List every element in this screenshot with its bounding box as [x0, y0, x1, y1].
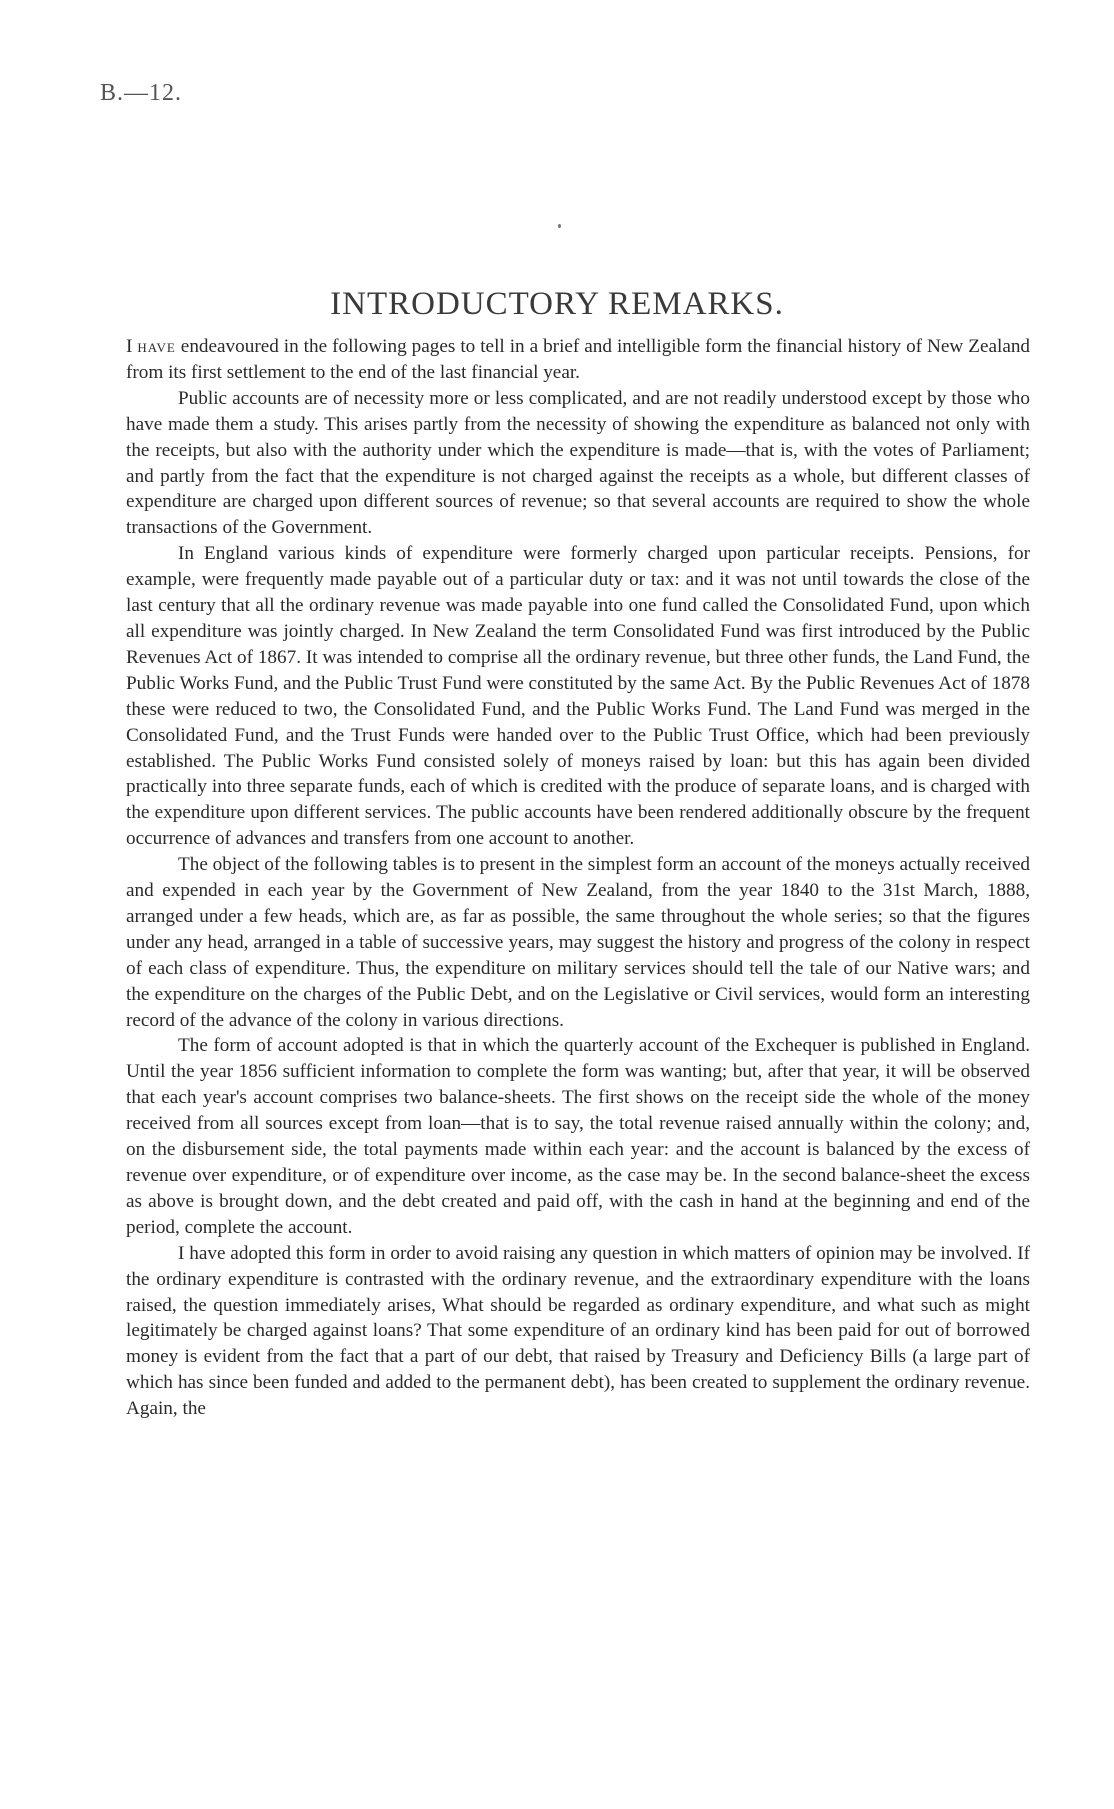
stray-ink-mark	[558, 224, 561, 228]
paragraph-3: In England various kinds of expenditure were formerly charged upon particular receipts. Pensions, for example, were frequently made payable out of a particular duty or tax: and it was not until towards the close of the last century that all the ordinary revenue was made payable into one fund called the Consolidated Fund, upon which all expenditure was jointly charged. In New Zealand the term Consolidated Fund was first introduced by the Public Revenues Act of 1867. It was intended to comprise all the ordinary revenue, but three other funds, the Land Fund, the Public Works Fund, and the Public Trust Fund were constituted by the same Act. By the Public Revenues Act of 1878 these were reduced to two, the Consolidated Fund, and the Public Works Fund. The Land Fund was merged in the Consolidated Fund, and the Trust Funds were handed over to the Public Trust Office, which had been previously established. The Public Works Fund consisted solely of moneys raised by loan: but this has again been divided practically into three separate funds, each of which is credited with the produce of separate loans, and is charged with the expenditure upon different services. The public accounts have been rendered additionally obscure by the frequent occurrence of advances and transfers from one account to another.	[126, 543, 1030, 850]
paragraph-1-text: endeavoured in the following pages to tell in a brief and intelligible form the financial history of New Zealand from its first settlement to the end of the last financial year.	[126, 336, 1031, 383]
paragraph-2: Public accounts are of necessity more or less complicated, and are not readily understood except by those who have made them a study. This arises partly from the necessity of showing the expenditure as balanced not only with the receipts, but also with the authority under which the expenditure is made—that is, with the votes of Parliament; and partly from the fact that the expenditure is not charged against the receipts as a whole, but different classes of expenditure are charged upon different sources of revenue; so that several accounts are required to show the whole transactions of the Government.	[126, 387, 1030, 539]
paragraph-4: The object of the following tables is to present in the simplest form an account of the moneys actually received and expended in each year by the Government of New Zealand, from the year 1840 to the 31st March, 1888, arranged under a few heads, which are, as far as possible, the same throughout the whole series; so that the figures under any head, arranged in a table of successive years, may suggest the history and progress of the colony in respect of each class of expenditure. Thus, the expenditure on military services should tell the tale of our Native wars; and the expenditure on the charges of the Public Debt, and on the Legislative or Civil services, would form an interesting record of the advance of the colony in various directions.	[126, 854, 1030, 1031]
drop-lead-letter: I	[126, 336, 133, 357]
document-title: INTRODUCTORY REMARKS.	[330, 286, 784, 322]
smallcaps-lead-word: have	[137, 336, 176, 357]
document-body	[126, 334, 1030, 1422]
page-reference: B.—12.	[100, 80, 183, 106]
paragraph-1	[126, 334, 1030, 386]
paragraph-5: The form of account adopted is that in which the quarterly account of the Exchequer is published in England. Until the year 1856 sufficient information to complete the form was wanting; but, after that year, it will be observed that each year's account comprises two balance-sheets. The first shows on the receipt side the whole of the money received from all sources except from loan—that is to say, the total revenue raised annually within the colony; and, on the disbursement side, the total payments made within each year: and the account is balanced by the excess of revenue over expenditure, or of expenditure over income, as the case may be. In the second balance-sheet the excess as above is brought down, and the debt created and paid off, with the cash in hand at the beginning and end of the period, complete the account.	[126, 1035, 1030, 1238]
paragraph-6: I have adopted this form in order to avoid raising any question in which matters of opinion may be involved. If the ordinary expenditure is contrasted with the ordinary revenue, and the extraordinary expenditure with the loans raised, the question immediately arises, What should be regarded as ordinary expenditure, and what such as might legitimately be charged against loans? That some expenditure of an ordinary kind has been paid for out of borrowed money is evident from the fact that a part of our debt, that raised by Treasury and Deficiency Bills (a large part of which has since been funded and added to the permanent debt), has been created to supplement the ordinary revenue. Again, the	[126, 1242, 1030, 1420]
